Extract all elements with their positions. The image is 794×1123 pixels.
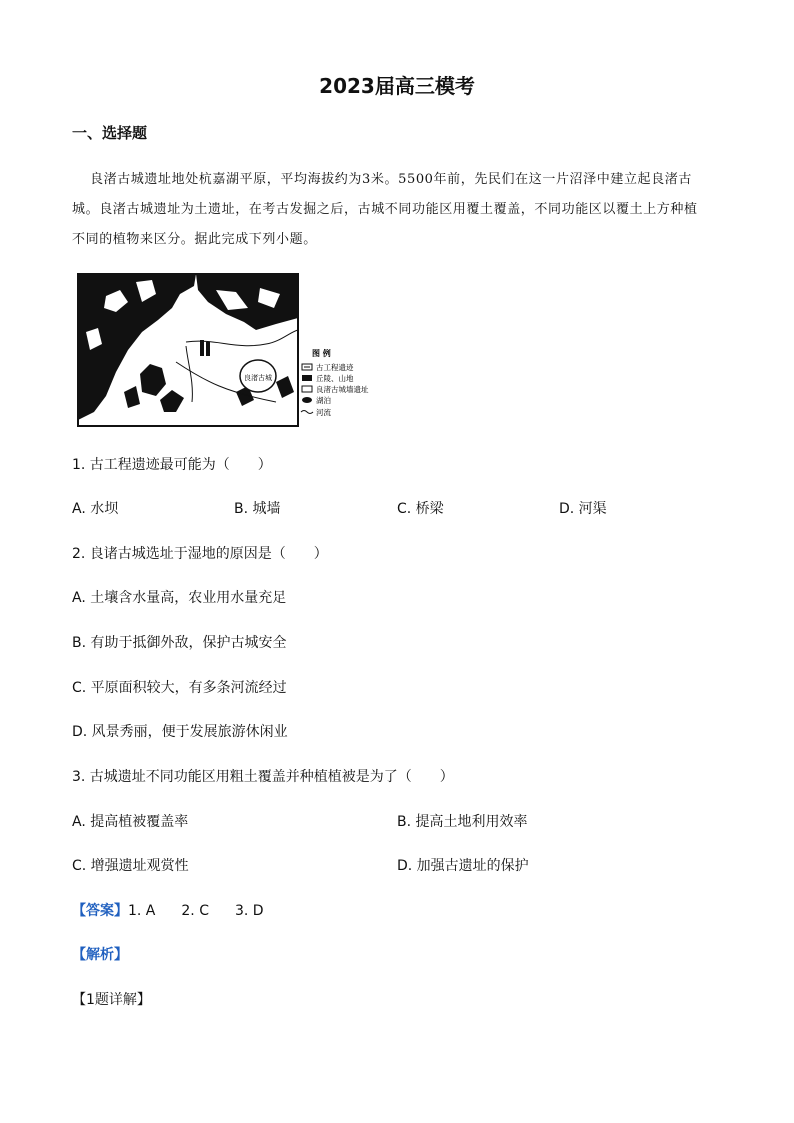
map-figure [76,272,398,428]
q3-option-b[interactable]: B. 提高土地利用效率 [397,814,528,830]
q3-option-d[interactable]: D. 加强古遗址的保护 [397,858,529,874]
legend-label: 湖泊 [316,396,331,405]
legend-swatch-wall [302,386,312,392]
q2-option-a[interactable]: A. 土壤含水量高，农业用水量充足 [72,590,287,606]
answer-item: 2. C [181,903,209,919]
question-2-stem: 2. 良诸古城选址于湿地的原因是（ ） [72,546,328,562]
legend-swatch-hills [302,375,312,381]
q1-option-b[interactable]: B. 城墙 [234,501,281,517]
legend-label: 丘陵、山地 [316,374,354,383]
map-svg [76,272,398,428]
q2-option-d[interactable]: D. 风景秀丽，便于发展旅游休闲业 [72,724,288,740]
passage-line: 不同的植物来区分。据此完成下列小题。 [72,232,317,247]
detail-label: 【1题详解】 [72,992,151,1008]
legend-label: 古工程遗迹 [316,363,354,372]
q2-option-c[interactable]: C. 平原面积较大，有多条河流经过 [72,680,287,696]
q1-option-c[interactable]: C. 桥梁 [397,501,444,517]
question-3-stem: 3. 古城遗址不同功能区用粗土覆盖并种植植被是为了（ ） [72,769,454,785]
passage-line: 城。良渚古城遗址为土遗址，在考古发掘之后，古城不同功能区用覆土覆盖，不同功能区以覆土上方种植 [72,202,698,217]
legend-swatch-lake [302,397,312,403]
passage [72,165,732,255]
engineering-mark [200,340,204,356]
page-title: 2023届高三模考 [319,74,475,98]
city-label: 良渚古城 [244,374,272,382]
answer-line [72,900,264,920]
answer-label: 【答案】 [72,903,128,919]
q2-option-b[interactable]: B. 有助于抵御外敌，保护古城安全 [72,635,287,651]
analysis-label: 【解析】 [72,947,128,963]
legend-label: 良渚古城墙遗址 [316,385,369,394]
passage-line: 良渚古城遗址地处杭嘉湖平原，平均海拔约为3米。5500年前，先民们在这一片沼泽中建立起良渚古 [90,172,692,187]
question-1-stem: 1. 古工程遗迹最可能为（ ） [72,457,272,473]
q3-option-c[interactable]: C. 增强遗址观赏性 [72,858,189,874]
answer-item: 3. D [234,903,264,919]
section-heading: 一、选择题 [72,124,148,142]
answer-item: 1. A [128,903,156,919]
q1-option-a[interactable]: A. 水坝 [72,501,119,517]
q3-option-a[interactable]: A. 提高植被覆盖率 [72,814,189,830]
legend-label: 河流 [316,408,331,417]
legend-title: 图 例 [312,349,331,358]
q1-option-d[interactable]: D. 河渠 [559,501,607,517]
